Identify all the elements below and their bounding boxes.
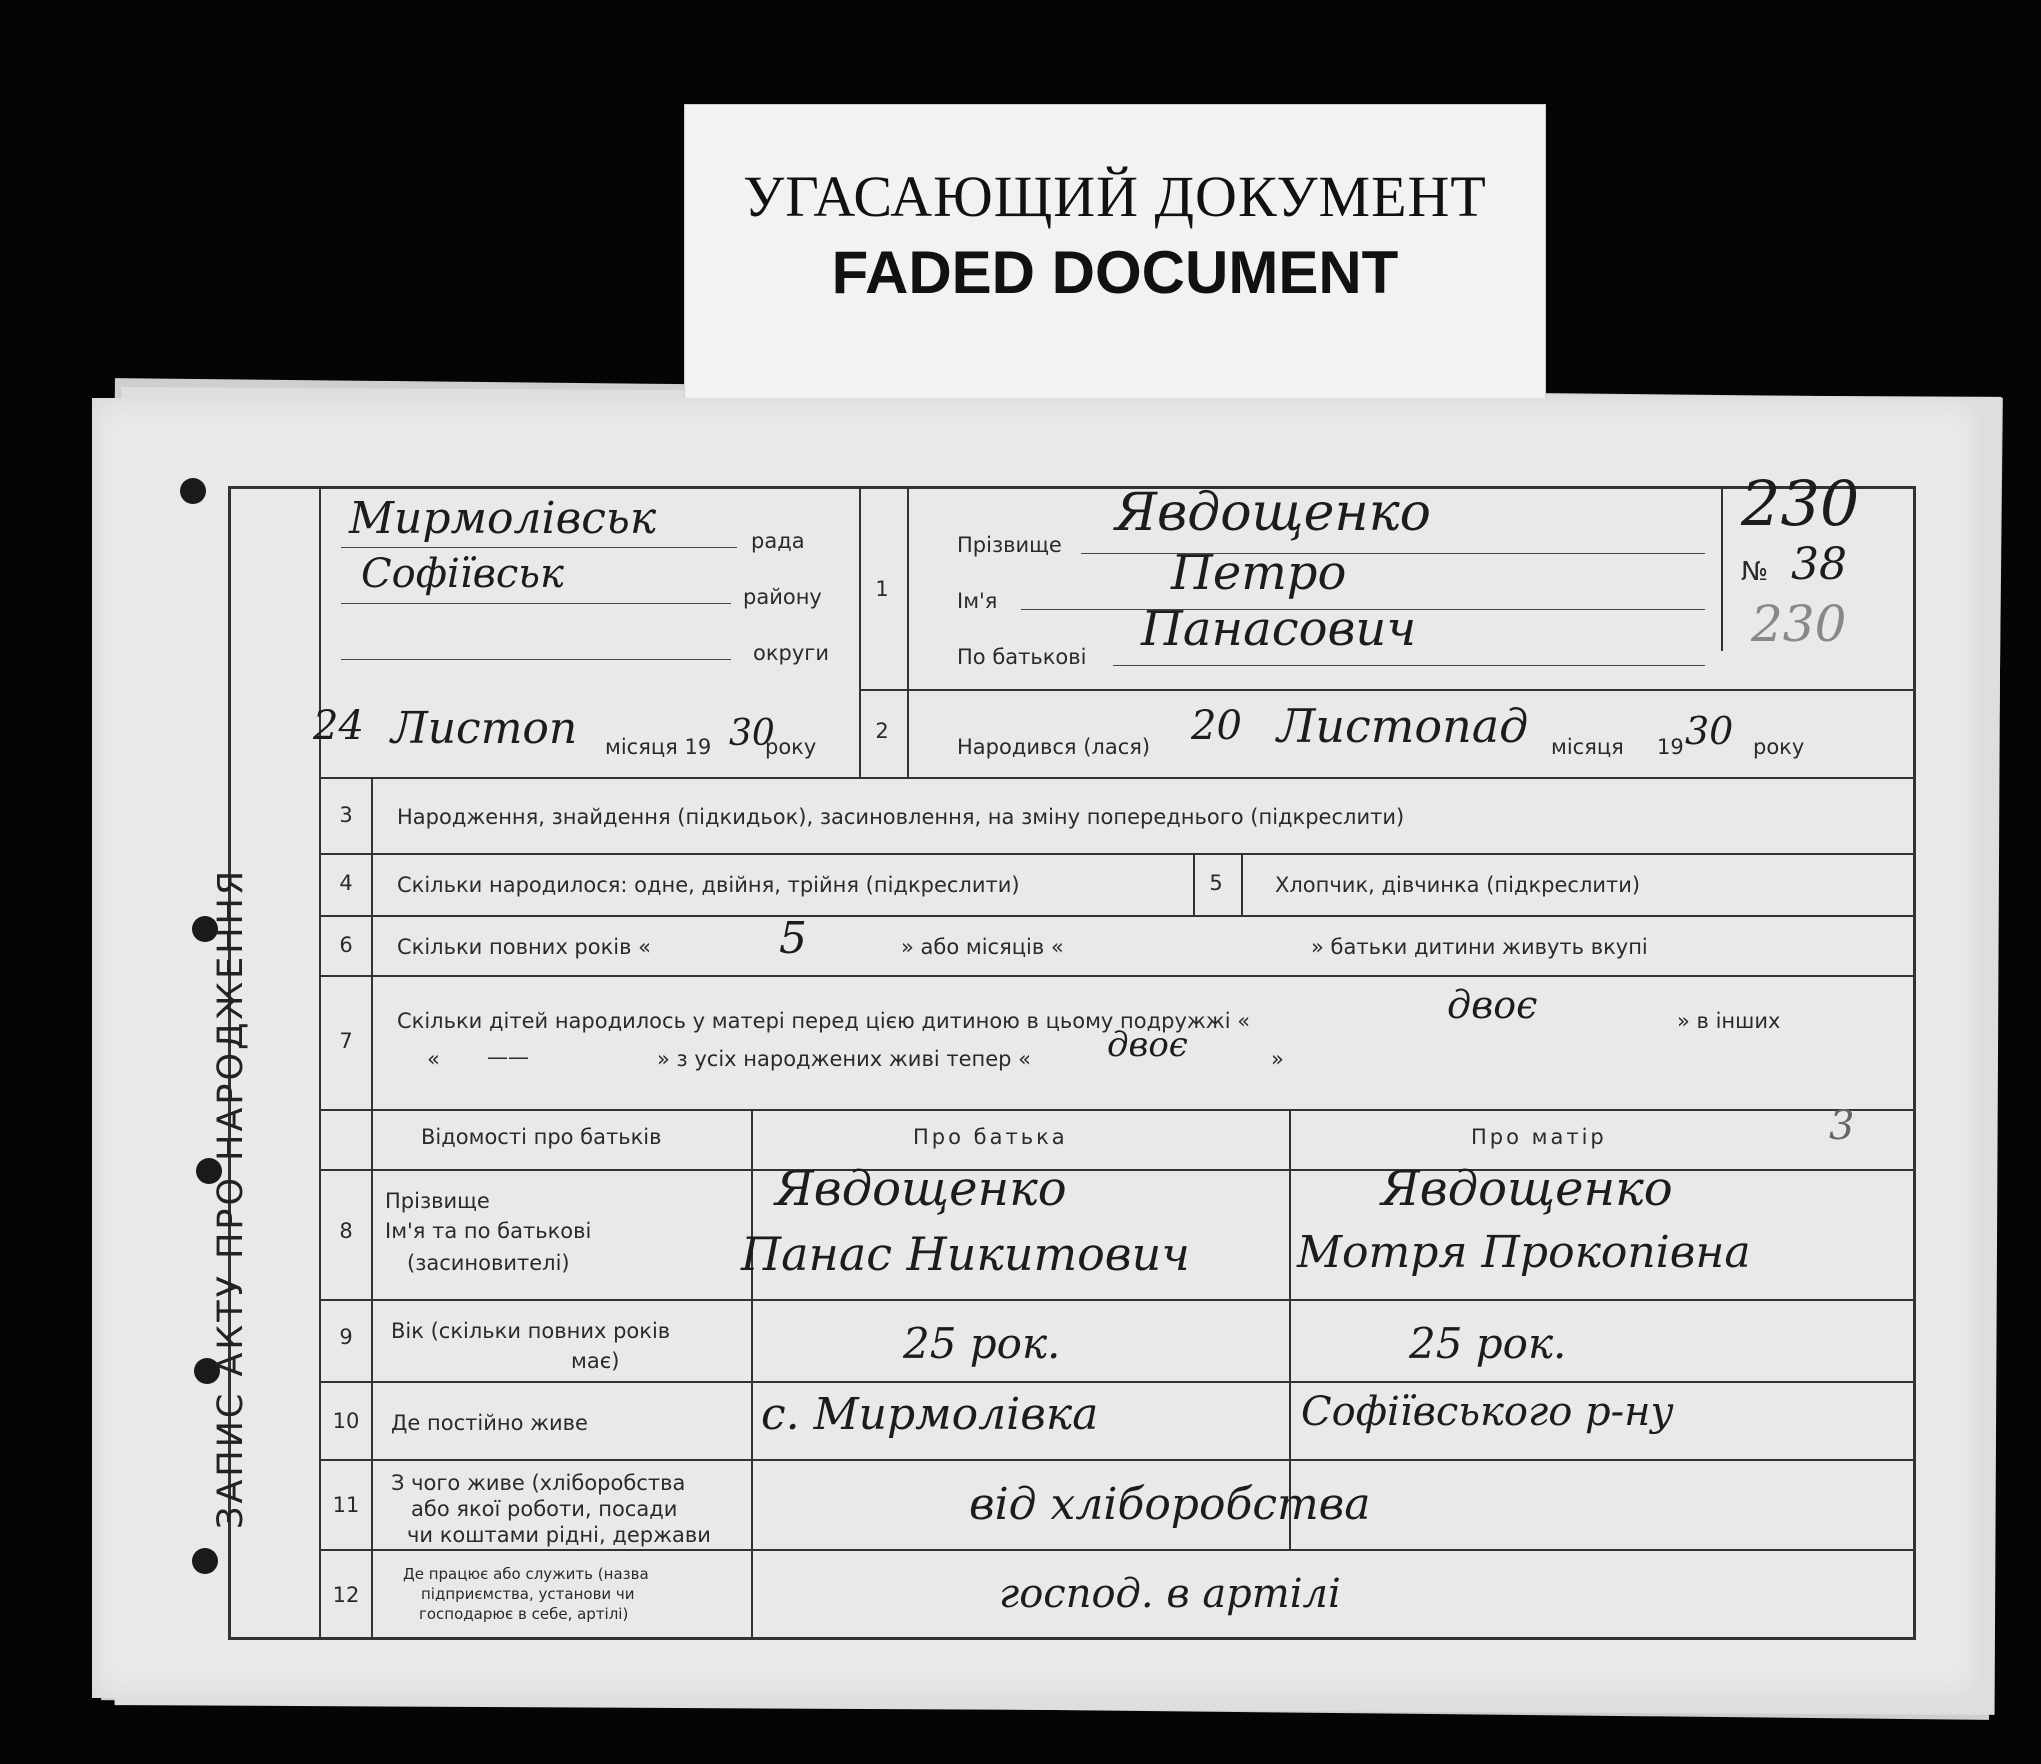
row8-label: (засиновителі): [407, 1251, 570, 1275]
born-label: Народився (лася): [957, 735, 1151, 759]
born-month: Листопад: [1277, 699, 1529, 753]
side-title: ЗАПИС АКТУ ПРО НАРОДЖЕННЯ: [211, 867, 251, 1529]
col-parents-info: Відомості про батьків: [421, 1125, 662, 1149]
row12-label: підприємства, установи чи: [421, 1585, 635, 1603]
row7-dash: ——: [487, 1045, 529, 1069]
district-label: району: [743, 585, 822, 609]
row3-text: Народження, знайдення (підкидьок), засиновлення, на зміну попереднього (підкреслити): [397, 805, 1405, 829]
row-number: 2: [875, 719, 889, 743]
row6-text-b: » або місяців «: [901, 935, 1064, 959]
row9-label: Вік (скільки повних років: [391, 1319, 671, 1343]
row6-text-a: Скільки повних років «: [397, 935, 652, 959]
row-number: 10: [332, 1409, 360, 1433]
row4-text: Скільки народилося: одне, двійня, трійня (підкреслити): [397, 873, 1020, 897]
mother-name: Мотря Прокопівна: [1297, 1227, 1751, 1278]
row-number: 12: [332, 1583, 360, 1607]
born-year-prefix: 19: [1657, 735, 1684, 759]
born-year-label: року: [1753, 735, 1805, 759]
father-surname: Явдощенко: [775, 1161, 1067, 1217]
row10-label: Де постійно живе: [391, 1411, 588, 1435]
col-mother: Про матір: [1471, 1125, 1607, 1149]
label-english: FADED DOCUMENT: [831, 239, 1399, 306]
row-number: 6: [339, 933, 353, 957]
row11-label: З чого живе (хліборобства: [391, 1471, 686, 1495]
workplace: господ. в артілі: [999, 1571, 1341, 1617]
mother-surname: Явдощенко: [1381, 1161, 1673, 1217]
years-together: 5: [779, 913, 807, 964]
row7-text-b: » в інших: [1677, 1009, 1781, 1033]
row8-label: Прізвище: [385, 1189, 490, 1213]
birth-record-form: [211, 467, 1916, 1640]
row7-text-d: » з усіх народжених живі тепер «: [657, 1047, 1032, 1071]
row-number: 4: [339, 871, 353, 895]
row11-label: чи коштами рідні, держави: [407, 1523, 711, 1547]
punch-hole: [180, 478, 206, 504]
row-number: 5: [1209, 871, 1223, 895]
label-russian: УГАСАЮЩИЙ ДОКУМЕНТ: [743, 164, 1487, 229]
surname-handwriting: Явдощенко: [1115, 483, 1431, 543]
patronymic-handwriting: Панасович: [1141, 601, 1417, 657]
row-number: 7: [339, 1029, 353, 1053]
corner-number: 230: [1741, 467, 1860, 540]
patronymic-label: По батькові: [957, 645, 1087, 669]
punch-hole: [192, 1548, 218, 1574]
row11-label: або якої роботи, посади: [411, 1497, 678, 1521]
row-number: 9: [339, 1325, 353, 1349]
mother-residence: Софіївського р-ну: [1301, 1389, 1674, 1435]
children-before: двоє: [1447, 983, 1538, 1027]
row7-text-a: Скільки дітей народилось у матері перед цією дитиною в цьому подружжі «: [397, 1009, 1251, 1033]
district-handwriting: Софіївськ: [361, 551, 564, 597]
record-year: 30: [729, 713, 775, 754]
row-number: 1: [875, 577, 889, 601]
surname-label: Прізвище: [957, 533, 1062, 557]
month-label: місяця 19: [605, 735, 712, 759]
number-sign: №: [1741, 557, 1769, 587]
year-label: року: [765, 735, 817, 759]
born-day: 20: [1191, 703, 1242, 749]
name-handwriting: Петро: [1171, 545, 1347, 601]
row5-text: Хлопчик, дівчинка (підкреслити): [1275, 873, 1641, 897]
born-month-label: місяця: [1551, 735, 1624, 759]
father-name: Панас Никитович: [741, 1227, 1190, 1281]
row-number: 3: [339, 803, 353, 827]
row7-text-e: »: [1271, 1047, 1284, 1071]
col-father: Про батька: [913, 1125, 1068, 1149]
row12-label: Де працює або служить (назва: [403, 1565, 649, 1583]
council-handwriting: Мирмолівськ: [349, 493, 657, 544]
faded-document-label: [684, 104, 1546, 440]
row-number: 11: [332, 1493, 360, 1517]
row8-label: Ім'я та по батькові: [385, 1219, 592, 1243]
council-label: рада: [751, 529, 805, 553]
born-year: 30: [1685, 709, 1734, 753]
children-alive: двоє: [1107, 1025, 1188, 1065]
record-number: 38: [1791, 539, 1847, 590]
row7-text-c: «: [427, 1047, 440, 1071]
name-label: Ім'я: [957, 589, 998, 613]
corner-number-2: 230: [1751, 595, 1847, 653]
row6-text-c: » батьки дитини живуть вкупі: [1311, 935, 1648, 959]
mother-age: 25 рок.: [1409, 1319, 1567, 1368]
row12-label: господарює в себе, артілі): [419, 1605, 629, 1623]
okrug-label: округи: [753, 641, 829, 665]
livelihood: від хліборобства: [969, 1479, 1371, 1530]
margin-mark: 3: [1829, 1103, 1855, 1149]
father-age: 25 рок.: [903, 1319, 1061, 1368]
row9-label: має): [571, 1349, 620, 1373]
record-month: Листоп: [391, 703, 578, 754]
row-number: 8: [339, 1219, 353, 1243]
record-day: 24: [313, 703, 364, 749]
father-residence: с. Мирмолівка: [761, 1389, 1099, 1440]
